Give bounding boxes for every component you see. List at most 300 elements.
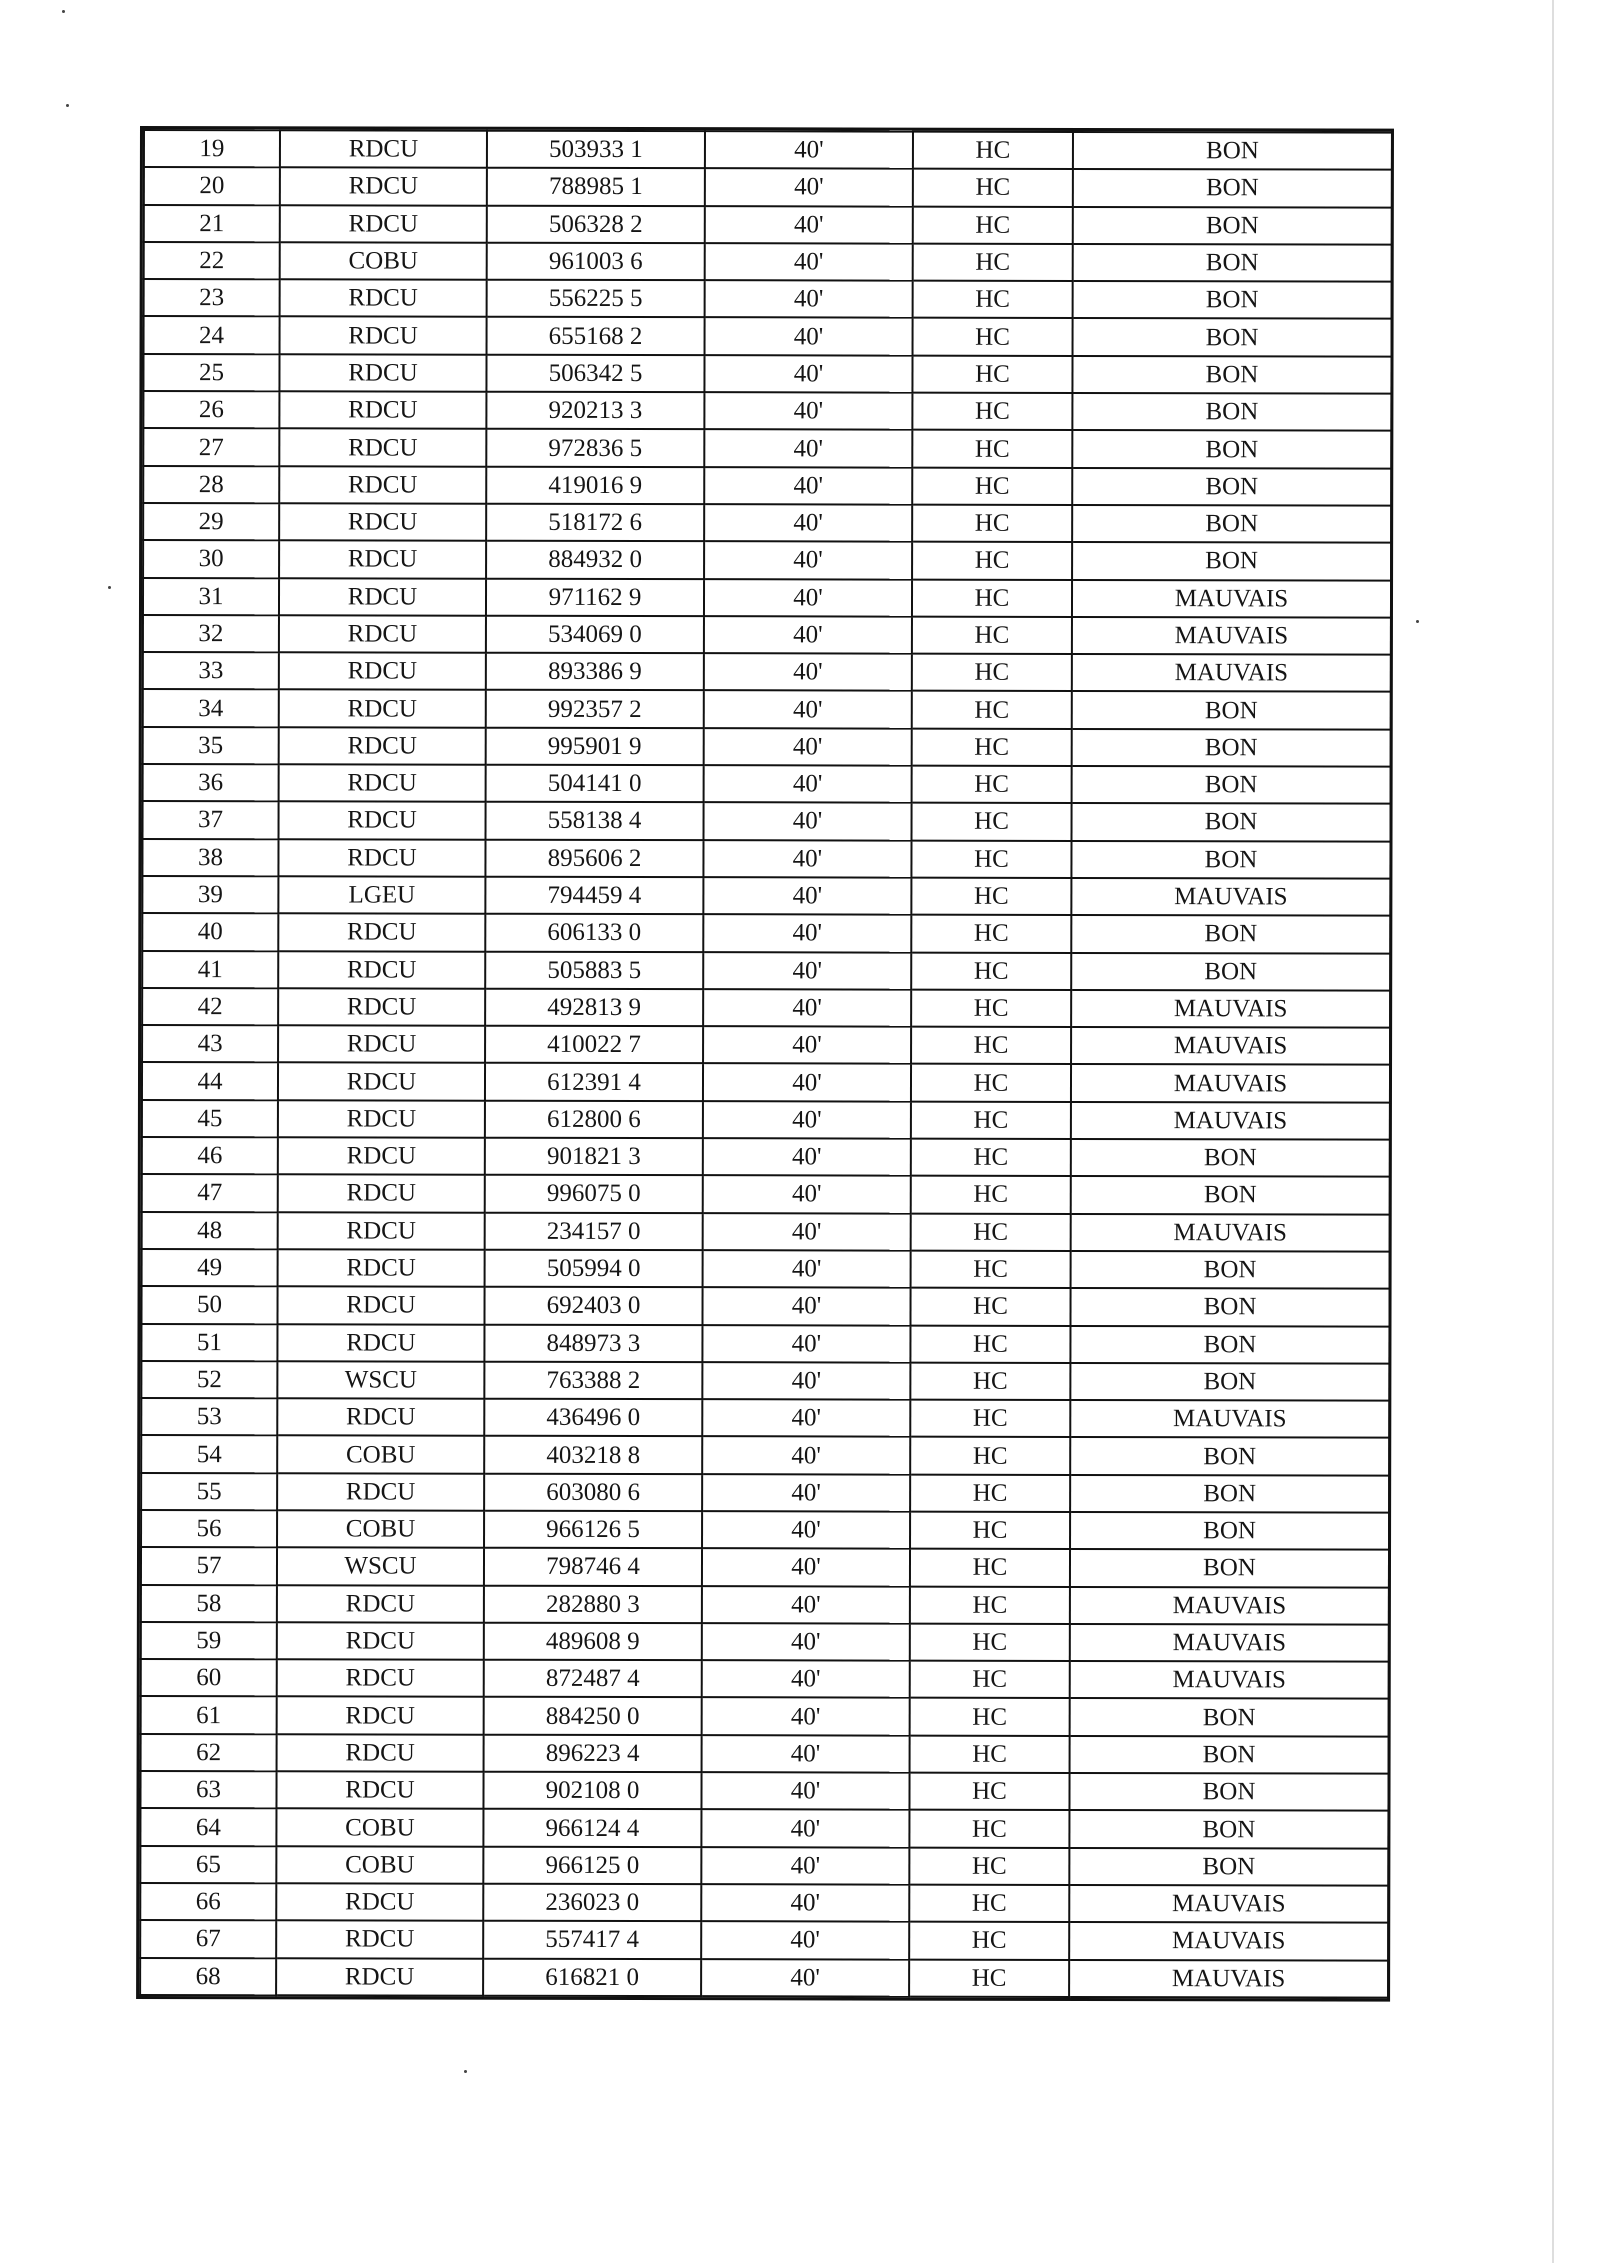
row-number-cell: 20 (144, 167, 280, 205)
row-number-cell: 31 (143, 578, 279, 616)
container-type-cell: HC (913, 132, 1073, 170)
container-type-cell: HC (910, 1623, 1070, 1661)
row-number-cell: 22 (144, 242, 280, 280)
container-condition-cell: BON (1073, 207, 1392, 245)
container-number-cell: 655168 2 (487, 317, 705, 355)
container-type-cell: HC (911, 952, 1071, 990)
container-condition-cell: MAUVAIS (1070, 1661, 1389, 1699)
row-number-cell: 36 (143, 764, 279, 802)
container-number-cell: 794459 4 (485, 877, 703, 915)
row-number-cell: 63 (140, 1771, 276, 1809)
table-row (143, 615, 1391, 655)
container-prefix-cell: RDCU (279, 727, 486, 765)
container-number-cell: 798746 4 (484, 1548, 702, 1586)
container-prefix-cell: RDCU (278, 1212, 485, 1250)
scan-speck (464, 2070, 467, 2073)
container-prefix-cell: RDCU (277, 1324, 484, 1362)
container-prefix-cell: RDCU (278, 1137, 485, 1175)
table-row (143, 727, 1391, 767)
container-prefix-cell: RDCU (277, 1622, 484, 1660)
table-row (144, 205, 1392, 245)
container-number-cell: 558138 4 (486, 802, 704, 840)
container-prefix-cell: RDCU (279, 429, 486, 467)
container-size-cell: 40' (705, 280, 913, 318)
container-type-cell: HC (912, 766, 1072, 804)
container-type-cell: HC (911, 1251, 1071, 1289)
container-prefix-cell: COBU (276, 1846, 483, 1884)
container-number-cell: 763388 2 (484, 1362, 702, 1400)
container-prefix-cell: RDCU (278, 1025, 485, 1063)
table-row (143, 391, 1391, 431)
container-condition-cell: BON (1070, 1437, 1389, 1475)
container-number-cell: 403218 8 (484, 1436, 702, 1474)
container-prefix-cell: RDCU (280, 205, 487, 243)
container-condition-cell: BON (1072, 468, 1391, 506)
container-prefix-cell: RDCU (276, 1771, 483, 1809)
container-number-cell: 920213 3 (486, 392, 704, 430)
table-row (141, 1286, 1389, 1326)
table-row (141, 1659, 1389, 1699)
container-prefix-cell: WSCU (277, 1548, 484, 1586)
container-prefix-cell: RDCU (277, 1585, 484, 1623)
row-number-cell: 32 (143, 615, 279, 653)
row-number-cell: 19 (144, 130, 280, 168)
container-size-cell: 40' (701, 1810, 909, 1848)
container-condition-cell: BON (1071, 915, 1390, 953)
container-prefix-cell: RDCU (276, 1958, 483, 1996)
container-number-cell: 557417 4 (483, 1921, 701, 1959)
container-condition-cell: BON (1071, 1251, 1390, 1289)
container-size-cell: 40' (702, 1474, 910, 1512)
container-condition-cell: MAUVAIS (1071, 1027, 1390, 1065)
container-prefix-cell: COBU (276, 1809, 483, 1847)
container-type-cell: HC (910, 1735, 1070, 1773)
container-number-cell: 234157 0 (485, 1212, 703, 1250)
container-number-cell: 902108 0 (483, 1772, 701, 1810)
container-prefix-cell: RDCU (279, 466, 486, 504)
container-condition-cell: MAUVAIS (1071, 1214, 1390, 1252)
container-size-cell: 40' (704, 653, 912, 691)
container-prefix-cell: RDCU (280, 130, 487, 168)
container-condition-cell: BON (1071, 952, 1390, 990)
row-number-cell: 55 (141, 1473, 277, 1511)
container-size-cell: 40' (703, 840, 911, 878)
container-type-cell: HC (909, 1773, 1069, 1811)
container-type-cell: HC (911, 878, 1071, 916)
row-number-cell: 33 (143, 652, 279, 690)
container-condition-cell: BON (1071, 1176, 1390, 1214)
container-number-cell: 489608 9 (484, 1623, 702, 1661)
container-size-cell: 40' (702, 1325, 910, 1363)
container-prefix-cell: RDCU (279, 503, 486, 541)
container-size-cell: 40' (704, 803, 912, 841)
container-number-cell: 506342 5 (486, 355, 704, 393)
table-row (140, 1958, 1388, 1998)
container-number-cell: 884250 0 (484, 1697, 702, 1735)
container-type-cell: HC (910, 1288, 1070, 1326)
container-type-cell: HC (912, 430, 1072, 468)
container-prefix-cell: RDCU (278, 1063, 485, 1101)
container-type-cell: HC (910, 1325, 1070, 1363)
container-type-cell: HC (913, 318, 1073, 356)
container-number-cell: 492813 9 (485, 989, 703, 1027)
container-prefix-cell: WSCU (277, 1361, 484, 1399)
table-row (143, 652, 1391, 692)
table-row (143, 466, 1391, 506)
row-number-cell: 52 (141, 1361, 277, 1399)
container-size-cell: 40' (701, 1959, 909, 1997)
container-prefix-cell: RDCU (278, 988, 485, 1026)
row-number-cell: 26 (143, 391, 279, 429)
container-number-cell: 410022 7 (485, 1026, 703, 1064)
container-number-cell: 901821 3 (485, 1138, 703, 1176)
row-number-cell: 56 (141, 1510, 277, 1548)
container-condition-cell: MAUVAIS (1070, 1400, 1389, 1438)
row-number-cell: 25 (143, 354, 279, 392)
container-size-cell: 40' (704, 579, 912, 617)
container-size-cell: 40' (701, 1772, 909, 1810)
scan-speck (66, 104, 69, 107)
table-row (141, 1585, 1389, 1625)
container-number-cell: 606133 0 (485, 914, 703, 952)
container-number-cell: 419016 9 (486, 466, 704, 504)
row-number-cell: 21 (144, 205, 280, 243)
table-row (141, 1734, 1389, 1774)
container-size-cell: 40' (705, 206, 913, 244)
table-row (141, 1324, 1389, 1364)
container-type-cell: HC (911, 1139, 1071, 1177)
container-type-cell: HC (912, 505, 1072, 543)
container-type-cell: HC (909, 1885, 1069, 1923)
container-prefix-cell: RDCU (278, 1175, 485, 1213)
scan-speck (62, 10, 65, 13)
table-row (142, 951, 1390, 991)
container-condition-cell: MAUVAIS (1070, 1624, 1389, 1662)
row-number-cell: 29 (143, 503, 279, 541)
container-number-cell: 518172 6 (486, 504, 704, 542)
container-type-cell: HC (912, 355, 1072, 393)
container-condition-cell: BON (1070, 1698, 1389, 1736)
table-row (142, 1249, 1390, 1289)
scan-speck (108, 586, 111, 589)
container-size-cell: 40' (705, 131, 913, 169)
table-row (140, 1771, 1388, 1811)
container-type-cell: HC (911, 1027, 1071, 1065)
row-number-cell: 65 (140, 1846, 276, 1884)
container-prefix-cell: RDCU (279, 652, 486, 690)
container-prefix-cell: RDCU (278, 1249, 485, 1287)
container-size-cell: 40' (703, 1213, 911, 1251)
container-size-cell: 40' (701, 1847, 909, 1885)
container-condition-cell: BON (1071, 1139, 1390, 1177)
container-size-cell: 40' (704, 765, 912, 803)
table-row (143, 540, 1391, 580)
container-condition-cell: MAUVAIS (1069, 1959, 1388, 1997)
container-condition-cell: BON (1073, 281, 1392, 319)
table-row (140, 1808, 1388, 1848)
container-size-cell: 40' (703, 1175, 911, 1213)
container-prefix-cell: RDCU (279, 802, 486, 840)
container-number-cell: 612391 4 (485, 1063, 703, 1101)
container-number-cell: 872487 4 (484, 1660, 702, 1698)
container-type-cell: HC (910, 1661, 1070, 1699)
row-number-cell: 27 (143, 428, 279, 466)
table-row (140, 1920, 1388, 1960)
container-prefix-cell: RDCU (277, 1697, 484, 1735)
row-number-cell: 43 (142, 1025, 278, 1063)
container-condition-cell: BON (1069, 1810, 1388, 1848)
container-number-cell: 503933 1 (487, 131, 705, 169)
row-number-cell: 46 (142, 1137, 278, 1175)
container-prefix-cell: RDCU (279, 578, 486, 616)
container-number-cell: 612800 6 (485, 1100, 703, 1138)
container-type-cell: HC (910, 1400, 1070, 1438)
container-condition-cell: MAUVAIS (1069, 1885, 1388, 1923)
container-type-cell: HC (910, 1362, 1070, 1400)
container-condition-cell: BON (1072, 542, 1391, 580)
container-size-cell: 40' (704, 504, 912, 542)
container-condition-cell: BON (1070, 1325, 1389, 1363)
row-number-cell: 47 (142, 1174, 278, 1212)
container-type-cell: HC (909, 1959, 1069, 1997)
container-type-cell: HC (909, 1847, 1069, 1885)
container-size-cell: 40' (701, 1921, 909, 1959)
container-size-cell: 40' (703, 877, 911, 915)
table-row (144, 279, 1392, 319)
container-prefix-cell: RDCU (280, 279, 487, 317)
container-type-cell: HC (909, 1922, 1069, 1960)
row-number-cell: 41 (142, 951, 278, 989)
container-prefix-cell: RDCU (279, 690, 486, 728)
container-type-cell: HC (909, 1810, 1069, 1848)
table-row (142, 1025, 1390, 1065)
container-size-cell: 40' (702, 1698, 910, 1736)
container-number-cell: 893386 9 (486, 653, 704, 691)
table-row (142, 1212, 1390, 1252)
container-number-cell: 972836 5 (486, 429, 704, 467)
container-size-cell: 40' (704, 355, 912, 393)
container-type-cell: HC (912, 467, 1072, 505)
row-number-cell: 30 (143, 540, 279, 578)
container-prefix-cell: RDCU (277, 1659, 484, 1697)
row-number-cell: 34 (143, 689, 279, 727)
container-condition-cell: MAUVAIS (1072, 654, 1391, 692)
container-number-cell: 505994 0 (485, 1250, 703, 1288)
row-number-cell: 49 (142, 1249, 278, 1287)
container-condition-cell: MAUVAIS (1070, 1587, 1389, 1625)
container-type-cell: HC (912, 691, 1072, 729)
row-number-cell: 59 (141, 1622, 277, 1660)
container-number-cell: 603080 6 (484, 1473, 702, 1511)
container-size-cell: 40' (702, 1548, 910, 1586)
container-condition-cell: MAUVAIS (1071, 1102, 1390, 1140)
row-number-cell: 68 (140, 1958, 276, 1996)
table-row (143, 689, 1391, 729)
container-type-cell: HC (911, 1064, 1071, 1102)
container-condition-cell: BON (1072, 393, 1391, 431)
container-type-cell: HC (910, 1437, 1070, 1475)
container-size-cell: 40' (703, 914, 911, 952)
container-number-cell: 236023 0 (483, 1884, 701, 1922)
table-row (143, 578, 1391, 618)
container-size-cell: 40' (704, 691, 912, 729)
container-prefix-cell: RDCU (277, 1398, 484, 1436)
container-type-cell: HC (913, 281, 1073, 319)
container-number-cell: 504141 0 (486, 765, 704, 803)
container-type-cell: HC (910, 1586, 1070, 1624)
container-condition-cell: BON (1073, 318, 1392, 356)
container-number-cell: 995901 9 (486, 727, 704, 765)
container-type-cell: HC (912, 579, 1072, 617)
container-number-cell: 961003 6 (487, 243, 705, 281)
table-row (144, 242, 1392, 282)
container-size-cell: 40' (702, 1623, 910, 1661)
container-condition-cell: MAUVAIS (1071, 1064, 1390, 1102)
container-prefix-cell: RDCU (277, 1734, 484, 1772)
container-condition-cell: BON (1072, 430, 1391, 468)
container-type-cell: HC (911, 915, 1071, 953)
table-row (142, 876, 1390, 916)
container-condition-cell: BON (1072, 729, 1391, 767)
row-number-cell: 53 (141, 1398, 277, 1436)
container-type-cell: HC (912, 654, 1072, 692)
container-type-cell: HC (911, 1213, 1071, 1251)
container-condition-cell: BON (1072, 356, 1391, 394)
container-size-cell: 40' (703, 1064, 911, 1102)
container-type-cell: HC (910, 1549, 1070, 1587)
container-prefix-cell: COBU (277, 1436, 484, 1474)
container-type-cell: HC (910, 1474, 1070, 1512)
container-condition-cell: BON (1072, 505, 1391, 543)
table-row (140, 1883, 1388, 1923)
row-number-cell: 51 (141, 1324, 277, 1362)
container-prefix-cell: RDCU (279, 354, 486, 392)
container-size-cell: 40' (704, 392, 912, 430)
container-condition-cell: MAUVAIS (1071, 990, 1390, 1028)
container-type-cell: HC (912, 393, 1072, 431)
container-number-cell: 505883 5 (485, 951, 703, 989)
container-condition-cell: MAUVAIS (1071, 878, 1390, 916)
row-number-cell: 50 (141, 1286, 277, 1324)
container-type-cell: HC (911, 840, 1071, 878)
table-row (144, 167, 1392, 207)
container-size-cell: 40' (703, 989, 911, 1027)
container-prefix-cell: COBU (277, 1510, 484, 1548)
container-number-cell: 996075 0 (485, 1175, 703, 1213)
container-prefix-cell: RDCU (277, 1473, 484, 1511)
page-edge (1552, 0, 1554, 2263)
row-number-cell: 37 (143, 801, 279, 839)
table-row (144, 316, 1392, 356)
table-row (143, 428, 1391, 468)
container-size-cell: 40' (705, 168, 913, 206)
table-row (144, 130, 1392, 170)
container-prefix-cell: RDCU (278, 951, 485, 989)
container-list-table (139, 129, 1393, 1998)
container-size-cell: 40' (704, 728, 912, 766)
container-type-cell: HC (912, 728, 1072, 766)
row-number-cell: 54 (141, 1435, 277, 1473)
table-body (140, 130, 1392, 1997)
row-number-cell: 39 (142, 876, 278, 914)
table-row (142, 1174, 1390, 1214)
table-row (141, 1510, 1389, 1550)
row-number-cell: 57 (141, 1547, 277, 1585)
container-condition-cell: MAUVAIS (1069, 1922, 1388, 1960)
table-row (141, 1473, 1389, 1513)
row-number-cell: 62 (141, 1734, 277, 1772)
container-prefix-cell: RDCU (277, 1286, 484, 1324)
container-number-cell: 966126 5 (484, 1511, 702, 1549)
row-number-cell: 61 (141, 1696, 277, 1734)
container-size-cell: 40' (701, 1884, 909, 1922)
table-row (141, 1435, 1389, 1475)
container-type-cell: HC (910, 1512, 1070, 1550)
container-condition-cell: BON (1070, 1363, 1389, 1401)
container-type-cell: HC (912, 803, 1072, 841)
container-condition-cell: BON (1069, 1848, 1388, 1886)
table-row (141, 1398, 1389, 1438)
container-number-cell: 895606 2 (485, 839, 703, 877)
container-condition-cell: BON (1069, 1773, 1388, 1811)
table-row (141, 1622, 1389, 1662)
container-size-cell: 40' (702, 1735, 910, 1773)
container-size-cell: 40' (702, 1399, 910, 1437)
container-condition-cell: BON (1073, 132, 1392, 170)
container-size-cell: 40' (703, 1101, 911, 1139)
row-number-cell: 58 (141, 1585, 277, 1623)
container-number-cell: 848973 3 (484, 1324, 702, 1362)
table-row (141, 1696, 1389, 1736)
container-number-cell: 966124 4 (483, 1809, 701, 1847)
container-size-cell: 40' (703, 1250, 911, 1288)
container-prefix-cell: RDCU (276, 1921, 483, 1959)
container-condition-cell: BON (1070, 1475, 1389, 1513)
table-row (142, 913, 1390, 953)
container-size-cell: 40' (702, 1362, 910, 1400)
scan-speck (1416, 620, 1419, 623)
container-prefix-cell: RDCU (278, 914, 485, 952)
container-prefix-cell: RDCU (280, 317, 487, 355)
table-row (143, 354, 1391, 394)
container-size-cell: 40' (704, 541, 912, 579)
container-number-cell: 896223 4 (484, 1734, 702, 1772)
container-condition-cell: BON (1070, 1512, 1389, 1550)
container-number-cell: 788985 1 (487, 168, 705, 206)
container-size-cell: 40' (705, 318, 913, 356)
container-number-cell: 692403 0 (484, 1287, 702, 1325)
table-row (142, 988, 1390, 1028)
container-size-cell: 40' (703, 1026, 911, 1064)
container-number-cell: 884932 0 (486, 541, 704, 579)
container-prefix-cell: RDCU (276, 1883, 483, 1921)
container-size-cell: 40' (702, 1660, 910, 1698)
container-condition-cell: BON (1073, 169, 1392, 207)
container-number-cell: 966125 0 (483, 1846, 701, 1884)
container-type-cell: HC (913, 169, 1073, 207)
container-type-cell: HC (911, 1101, 1071, 1139)
table-row (140, 1846, 1388, 1886)
container-number-cell: 992357 2 (486, 690, 704, 728)
container-number-cell: 616821 0 (483, 1958, 701, 1996)
container-prefix-cell: RDCU (278, 839, 485, 877)
row-number-cell: 42 (142, 988, 278, 1026)
container-condition-cell: BON (1070, 1288, 1389, 1326)
table-row (143, 503, 1391, 543)
table-row (143, 764, 1391, 804)
table-row (141, 1547, 1389, 1587)
container-prefix-cell: RDCU (280, 168, 487, 206)
